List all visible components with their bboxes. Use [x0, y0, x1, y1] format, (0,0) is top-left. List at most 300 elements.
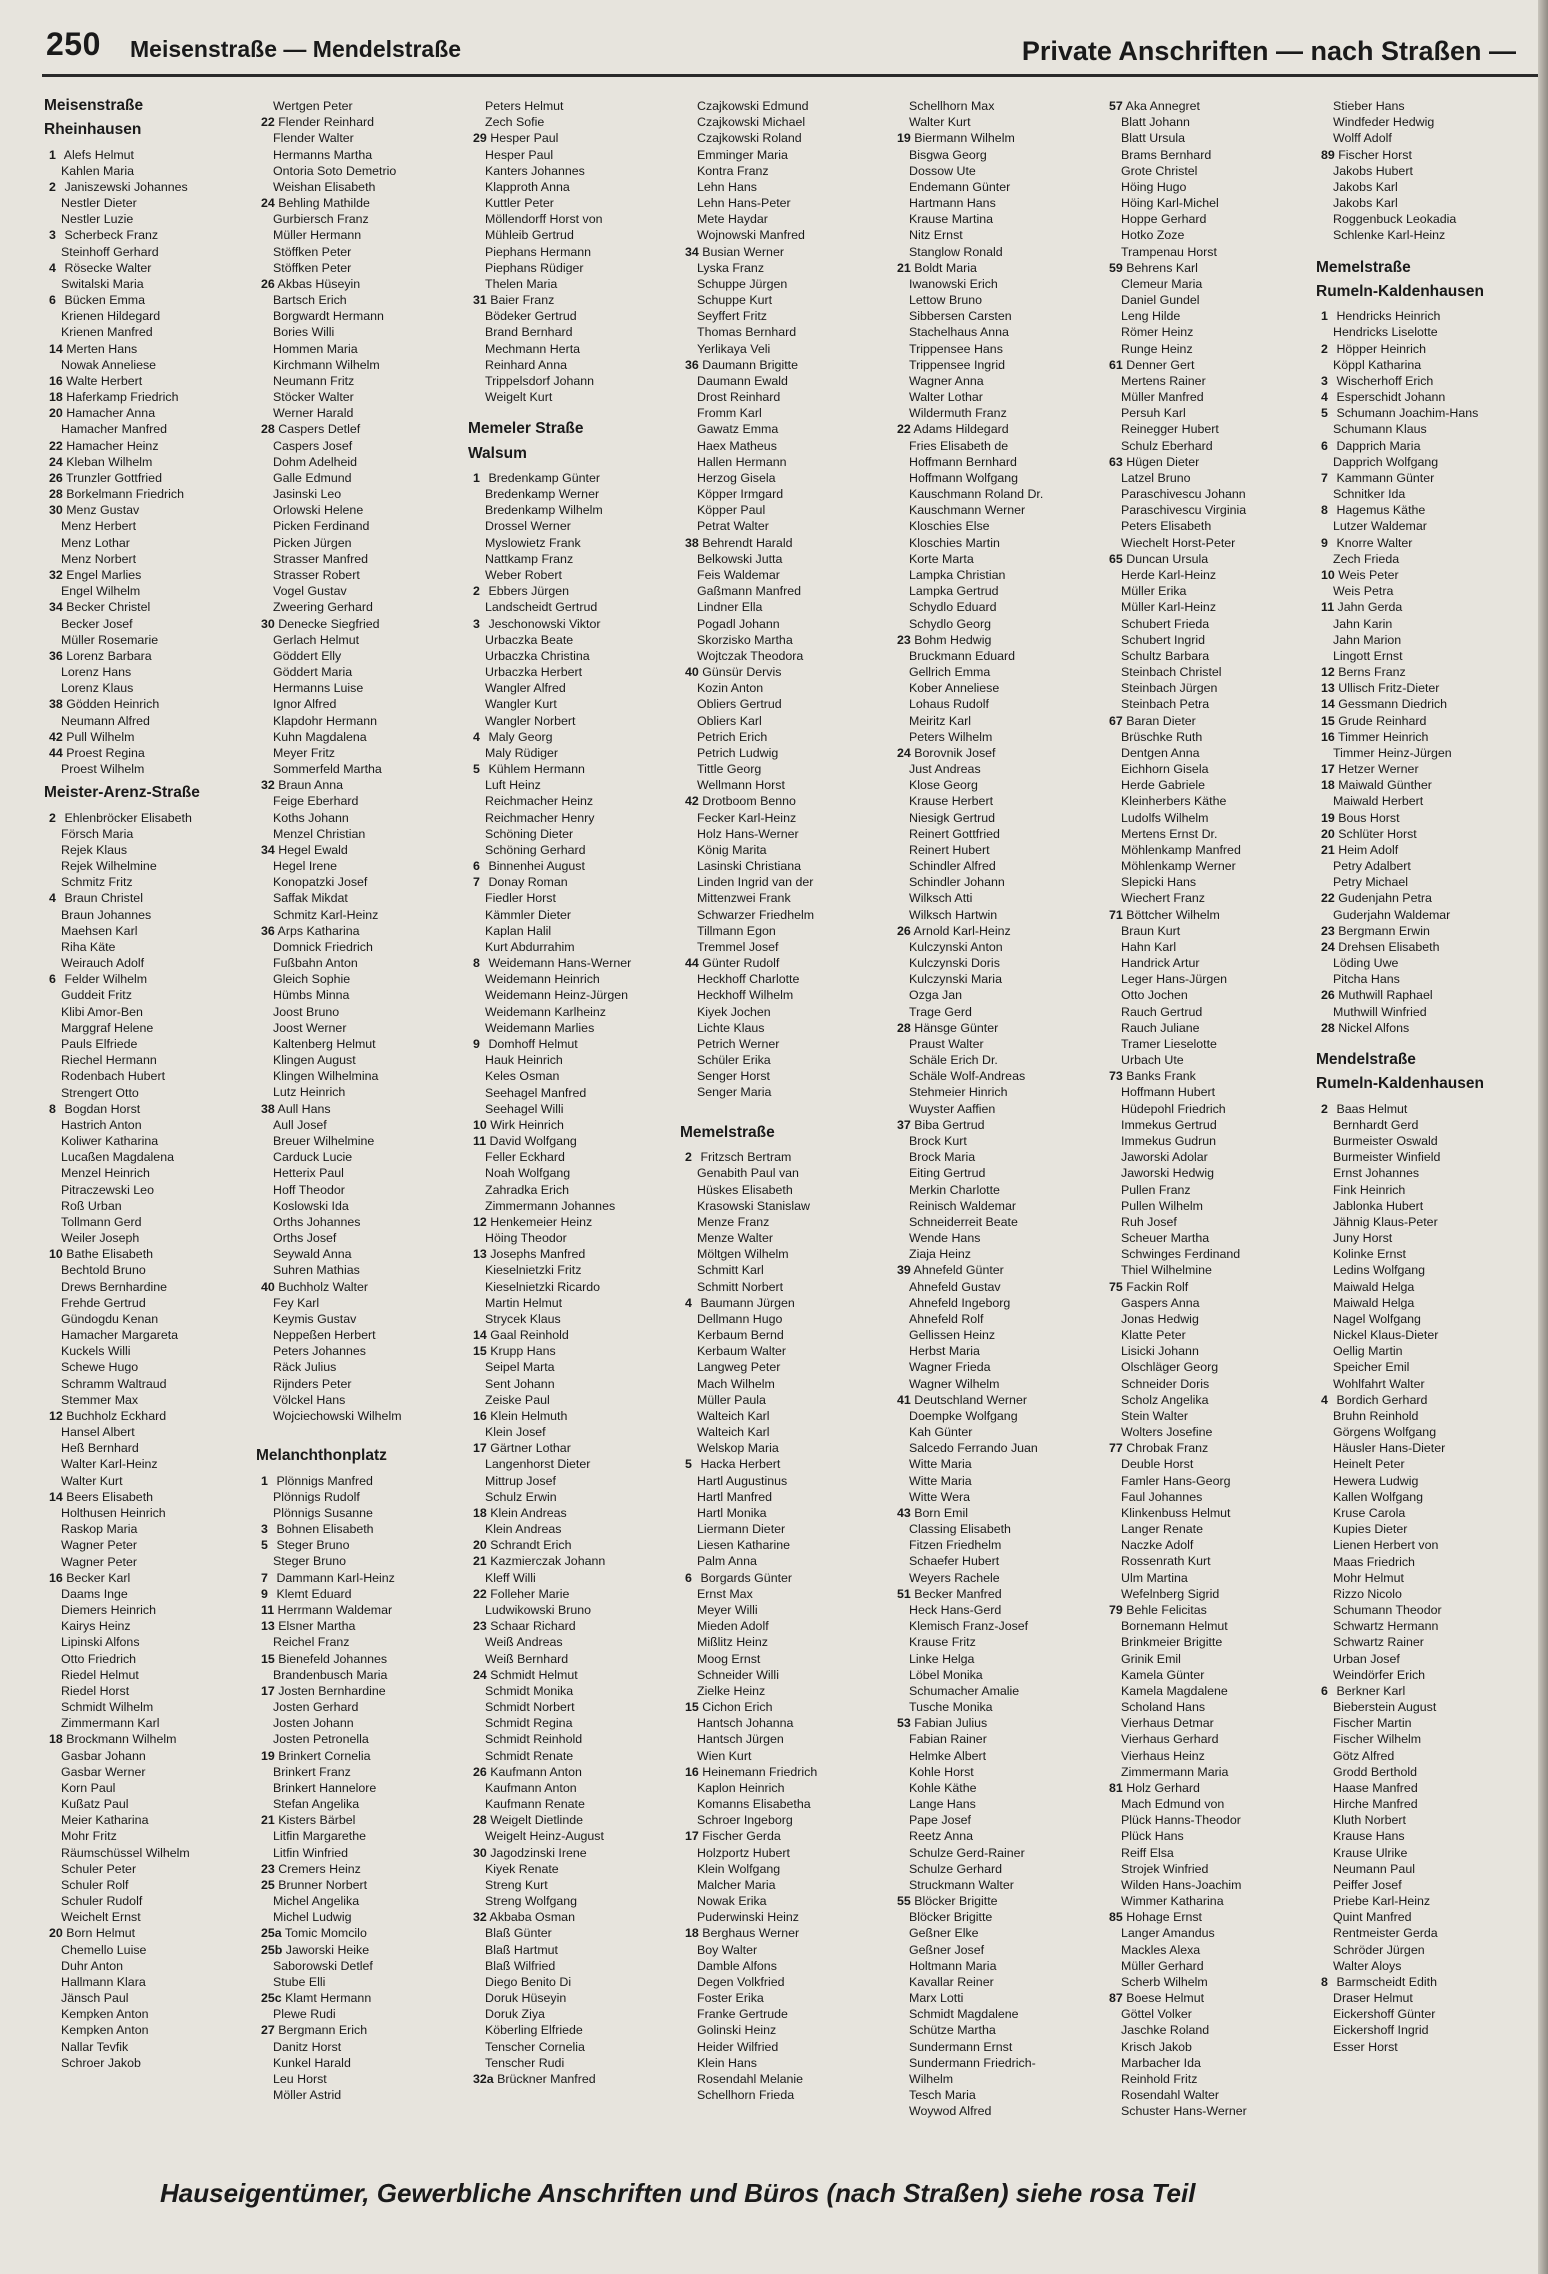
resident-name: Schramm Waltraud: [61, 1376, 167, 1391]
resident-name: Kühlem Hermann: [485, 762, 585, 777]
resident-name: Breuer Wilhelmine: [273, 1134, 375, 1148]
resident-name: Schydlo Georg: [909, 616, 991, 631]
resident-name: Lyska Franz: [697, 260, 765, 275]
resident-name: Paraschivescu Johann: [1121, 487, 1246, 502]
resident-name: Vogel Gustav: [273, 584, 347, 599]
resident-name: Urbaczka Herbert: [485, 665, 583, 680]
resident-name: Woywod Alfred: [909, 2104, 992, 2119]
resident-name: Clemeur Maria: [1121, 276, 1203, 291]
column-gap: [1316, 1036, 1530, 1052]
section-title: Private Anschriften — nach Straßen —: [1021, 36, 1516, 66]
resident-name: Schubert Ingrid: [1121, 632, 1206, 647]
house-entry: [1104, 1068, 1318, 1084]
house-number: 7: [261, 1570, 268, 1585]
resident-name: Köpper Paul: [697, 503, 766, 518]
resident-name: Wojciechowski Wilhelm: [273, 1408, 402, 1423]
resident-name: Löding Uwe: [1333, 956, 1399, 971]
house-number: 4: [49, 891, 56, 906]
house-number: 17: [1321, 762, 1335, 777]
resident-name: Häusler Hans-Dieter: [1333, 1441, 1446, 1456]
resident-name: Klein Helmuth: [486, 1408, 568, 1423]
resident-name: Günter Rudolf: [698, 956, 780, 971]
resident-name: Hallen Hermann: [697, 454, 787, 469]
resident-name: Wiechelt Horst-Peter: [1121, 535, 1236, 550]
house-entry: [1316, 438, 1530, 454]
resident-name: Mohr Helmut: [1333, 1570, 1404, 1585]
resident-name: Chrobak Franz: [1122, 1441, 1209, 1456]
resident-name: Jonas Hedwig: [1121, 1311, 1199, 1326]
house-number: 53: [897, 1716, 911, 1731]
resident-name: Riha Käte: [61, 939, 116, 954]
resident-name: Heckhoff Charlotte: [697, 972, 800, 987]
resident-name: Kieselnietzki Ricardo: [485, 1279, 601, 1294]
house-entry: [1316, 777, 1530, 793]
resident-name: Bieberstein August: [1333, 1700, 1437, 1715]
house-entry: [1104, 1602, 1318, 1618]
resident-name: Kairys Heinz: [61, 1619, 131, 1634]
resident-name: Kußatz Paul: [61, 1797, 129, 1812]
resident-name: Urbaczka Christina: [485, 648, 590, 663]
house-number: 63: [1109, 454, 1123, 469]
house-entry: [1316, 810, 1530, 826]
resident-name: Menze Franz: [697, 1214, 770, 1229]
resident-name: Berghaus Werner: [698, 1926, 800, 1941]
resident-name: Rizzo Nicolo: [1333, 1586, 1402, 1601]
resident-name: Kluth Norbert: [1333, 1813, 1407, 1828]
resident-name: Burmeister Oswald: [1333, 1134, 1438, 1149]
resident-name: Hirche Manfred: [1333, 1797, 1418, 1812]
resident-name: Weber Robert: [485, 568, 562, 582]
resident-name: Klein Andreas: [485, 1522, 562, 1537]
house-entry: [1104, 454, 1318, 470]
resident-name: Wagner Wilhelm: [909, 1376, 1000, 1391]
resident-name: Kammann Günter: [1333, 470, 1435, 485]
house-entry: [1316, 470, 1530, 486]
resident-name: Ehlenbröcker Elisabeth: [61, 810, 192, 825]
house-entry: [256, 1602, 470, 1618]
resident-name: Fecker Karl-Heinz: [697, 810, 797, 825]
house-number: 43: [897, 1505, 911, 1520]
house-entry: [892, 1020, 1106, 1036]
resident-name: Czajkowski Michael: [697, 115, 806, 130]
house-entry: [44, 486, 258, 502]
resident-name: Behling Mathilde: [274, 196, 370, 211]
street-heading: Memelstraße: [680, 1123, 775, 1141]
resident-name: Hendricks Liselotte: [1333, 325, 1438, 340]
resident-name: Schellhorn Frieda: [697, 2088, 795, 2103]
house-entry: [892, 421, 1106, 437]
house-number: 8: [473, 956, 480, 971]
resident-name: Boy Walter: [697, 1942, 758, 1957]
resident-name: Krienen Manfred: [61, 325, 153, 340]
resident-name: Lorenz Barbara: [62, 648, 152, 663]
house-number: 77: [1109, 1441, 1123, 1456]
resident-name: Walter Kurt: [909, 115, 971, 130]
resident-name: Bathe Elisabeth: [62, 1247, 154, 1262]
resident-name: Drost Reinhard: [697, 390, 781, 405]
resident-name: Reinert Hubert: [909, 842, 990, 857]
resident-name: Wirk Heinrich: [486, 1117, 564, 1132]
resident-name: Rosendahl Walter: [1121, 2088, 1220, 2103]
house-number: 87: [1109, 1991, 1123, 2006]
resident-name: Seipel Marta: [485, 1360, 555, 1375]
resident-name: Gaal Reinhold: [486, 1328, 569, 1343]
resident-name: Krasowski Stanislaw: [697, 1198, 810, 1213]
resident-name: Kuttler Peter: [485, 196, 554, 211]
house-entry: [468, 470, 682, 486]
resident-name: Adams Hildegard: [910, 422, 1009, 437]
resident-name: Marggraf Helene: [61, 1020, 154, 1035]
resident-name: Schindler Alfred: [909, 859, 996, 874]
house-number: 44: [685, 956, 699, 971]
house-number: 24: [1321, 939, 1335, 954]
resident-name: Mach Edmund von: [1121, 1797, 1225, 1812]
resident-name: Hauk Heinrich: [485, 1053, 563, 1068]
resident-name: Wertgen Peter: [273, 99, 353, 113]
resident-name: Kleinherbers Käthe: [1121, 794, 1227, 809]
resident-name: Steger Bruno: [273, 1538, 350, 1553]
house-entry: [256, 195, 470, 211]
resident-name: Joost Werner: [273, 1020, 347, 1035]
resident-name: Koliwer Katharina: [61, 1134, 159, 1149]
house-number: 75: [1109, 1279, 1123, 1294]
resident-name: Kisters Bärbel: [274, 1813, 356, 1828]
resident-name: Brock Kurt: [909, 1134, 967, 1148]
resident-name: Rösecke Walter: [61, 260, 152, 275]
resident-name: Timmer Heinrich: [1334, 729, 1429, 744]
resident-name: Scherbeck Franz: [61, 228, 159, 243]
house-number: 7: [1321, 470, 1328, 485]
house-entry: [44, 1246, 258, 1262]
resident-name: Maas Friedrich: [1333, 1554, 1415, 1569]
resident-name: Praust Walter: [909, 1036, 984, 1051]
resident-name: Langer Renate: [1121, 1522, 1203, 1537]
directory-columns: [44, 98, 1514, 2148]
resident-name: Lindner Ella: [697, 600, 763, 615]
street-heading: Meister-Arenz-Straße: [44, 784, 200, 802]
house-number: 12: [473, 1214, 487, 1229]
house-number: 18: [49, 390, 63, 405]
resident-name: Weidemann Heinrich: [485, 972, 600, 987]
resident-name: Hommen Maria: [273, 341, 358, 356]
resident-name: Proest Regina: [62, 745, 145, 760]
house-number: 24: [261, 196, 275, 211]
resident-name: Kupies Dieter: [1333, 1522, 1408, 1537]
house-number: 30: [49, 503, 63, 518]
resident-name: Höpper Heinrich: [1333, 341, 1426, 356]
house-entry: [44, 1101, 258, 1117]
resident-name: Dentgen Anna: [1121, 745, 1200, 760]
resident-name: Zimmermann Karl: [61, 1716, 160, 1731]
resident-name: Nallar Tevfik: [61, 2039, 129, 2054]
resident-name: Josten Bernhardine: [274, 1683, 386, 1698]
resident-name: Schmitt Karl: [697, 1263, 764, 1278]
resident-name: Holzportz Hubert: [697, 1845, 790, 1860]
resident-name: Gaßmann Manfred: [697, 584, 801, 599]
house-entry: [468, 1214, 682, 1230]
resident-name: Riedel Horst: [61, 1683, 130, 1698]
resident-name: Zielke Heinz: [697, 1683, 766, 1698]
resident-name: Schmidt Norbert: [485, 1700, 575, 1715]
resident-name: Hartl Augustinus: [697, 1473, 788, 1488]
resident-name: Försch Maria: [61, 826, 134, 841]
resident-name: Menze Walter: [697, 1231, 773, 1246]
resident-name: Janiszewski Johannes: [61, 179, 188, 194]
resident-name: Schellhorn Max: [909, 99, 995, 113]
house-number: 15: [261, 1651, 275, 1666]
resident-name: Orlowski Helene: [273, 503, 364, 518]
resident-name: Stehmeier Hinrich: [909, 1085, 1008, 1100]
resident-name: Ahnefeld Rolf: [909, 1311, 984, 1326]
resident-name: Baier Franz: [486, 293, 555, 308]
resident-name: Palm Anna: [697, 1554, 757, 1569]
resident-name: Quint Manfred: [1333, 1910, 1412, 1925]
resident-name: Petry Michael: [1333, 875, 1409, 890]
resident-name: Elsner Martha: [274, 1619, 356, 1634]
resident-name: Piephans Rüdiger: [485, 260, 584, 275]
resident-name: Kober Anneliese: [909, 681, 1000, 696]
resident-name: Zimmermann Johannes: [485, 1198, 616, 1213]
resident-name: Schumann Joachim-Hans: [1333, 406, 1479, 421]
resident-name: Jähnig Klaus-Peter: [1333, 1214, 1438, 1229]
resident-name: Mittrup Josef: [485, 1473, 556, 1488]
resident-name: Krause Martina: [909, 212, 994, 227]
resident-name: Kamela Günter: [1121, 1667, 1205, 1682]
resident-name: Jakobs Hubert: [1333, 163, 1413, 178]
resident-name: Schütze Martha: [909, 2023, 996, 2038]
resident-name: Gleich Sophie: [273, 972, 351, 987]
resident-name: Baumann Jürgen: [697, 1295, 795, 1310]
house-entry: [256, 1570, 470, 1586]
house-number: 10: [1321, 568, 1335, 582]
resident-name: Schlenke Karl-Heinz: [1333, 228, 1446, 243]
house-number: 2: [685, 1150, 692, 1165]
house-entry: [892, 1893, 1106, 1909]
resident-name: Hetzer Werner: [1334, 762, 1419, 777]
house-entry: [892, 632, 1106, 648]
resident-name: Eiting Gertrud: [909, 1166, 986, 1181]
resident-name: Pogadl Johann: [697, 616, 780, 631]
resident-name: Schmidt Reinhold: [485, 1732, 583, 1747]
house-number: 11: [261, 1603, 275, 1617]
house-number: 5: [473, 762, 480, 777]
resident-name: Fischer Gerda: [698, 1829, 781, 1844]
resident-name: Peters Wilhelm: [909, 729, 993, 744]
resident-name: Schmidt Monika: [485, 1683, 574, 1698]
resident-name: Schroer Ingeborg: [697, 1813, 793, 1828]
house-entry: [256, 842, 470, 858]
resident-name: Hesper Paul: [486, 131, 559, 146]
house-number: 18: [49, 1732, 63, 1747]
house-number: 22: [473, 1586, 487, 1601]
resident-name: Immekus Gertrud: [1121, 1117, 1217, 1132]
resident-name: Hamacher Manfred: [61, 422, 168, 437]
house-number: 3: [1321, 373, 1328, 388]
resident-name: Martin Helmut: [485, 1295, 563, 1310]
resident-name: Ahnefeld Günter: [910, 1263, 1004, 1278]
resident-name: Michel Angelika: [273, 1894, 360, 1909]
house-entry: [1316, 939, 1530, 955]
resident-name: Hegel Irene: [273, 859, 338, 874]
house-entry: [468, 1667, 682, 1683]
house-number: 23: [261, 1861, 275, 1876]
resident-name: Gasbar Johann: [61, 1748, 146, 1763]
resident-name: Weidemann Heinz-Jürgen: [485, 988, 629, 1003]
house-number: 16: [685, 1764, 699, 1779]
house-number: 30: [473, 1845, 487, 1860]
resident-name: Schüler Erika: [697, 1053, 771, 1068]
resident-name: Kaufmann Anton: [485, 1780, 577, 1795]
resident-name: Dapprich Wolfgang: [1333, 454, 1439, 469]
house-number: 3: [473, 616, 480, 631]
resident-name: Tesch Maria: [909, 2088, 976, 2103]
resident-name: Trage Gerd: [909, 1004, 972, 1019]
house-entry: [44, 454, 258, 470]
directory-column-1: [44, 98, 258, 2148]
resident-name: Liesen Katharine: [697, 1538, 790, 1553]
resident-name: Thiel Wilhelmine: [1121, 1263, 1212, 1278]
house-entry: [468, 729, 682, 745]
resident-name: Fromm Karl: [697, 406, 762, 421]
resident-name: Mißlitz Heinz: [697, 1635, 768, 1650]
resident-name: Weichelt Ernst: [61, 1910, 141, 1925]
resident-name: Niesigk Gertrud: [909, 810, 996, 825]
resident-name: Herbst Maria: [909, 1344, 980, 1359]
house-entry: [44, 745, 258, 761]
resident-name: Schulze Gerhard: [909, 1861, 1002, 1876]
resident-name: Switalski Maria: [61, 276, 144, 291]
resident-name: Peters Elisabeth: [1121, 519, 1212, 534]
resident-name: Maiwald Helga: [1333, 1295, 1415, 1310]
resident-name: Jahn Gerda: [1334, 600, 1403, 615]
resident-name: Göddert Maria: [273, 665, 353, 680]
resident-name: Fey Karl: [273, 1295, 320, 1310]
house-number: 6: [1321, 438, 1328, 453]
resident-name: Braun Christel: [61, 891, 143, 906]
resident-name: Herzog Gisela: [697, 470, 776, 485]
house-entry: [892, 130, 1106, 146]
house-number: 28: [261, 422, 275, 437]
resident-name: Wohlfahrt Walter: [1333, 1376, 1425, 1391]
resident-name: Gaspers Anna: [1121, 1295, 1200, 1310]
resident-name: Gärtner Lothar: [486, 1441, 571, 1456]
resident-name: Schmitt Norbert: [697, 1279, 784, 1294]
house-entry: [1316, 389, 1530, 405]
resident-name: Haferkamp Friedrich: [62, 390, 179, 405]
street-heading: Meisenstraße: [44, 98, 144, 114]
resident-name: Herrmann Waldemar: [274, 1603, 393, 1617]
resident-name: Lampka Christian: [909, 567, 1006, 582]
resident-name: Schmidt Regina: [485, 1716, 573, 1731]
resident-name: Strengert Otto: [61, 1085, 139, 1100]
resident-name: Becker Karl: [62, 1570, 131, 1585]
house-number: 20: [49, 406, 63, 421]
resident-name: Borkelmann Friedrich: [62, 487, 184, 502]
resident-name: Chemello Luise: [61, 1942, 147, 1957]
resident-name: Komanns Elisabetha: [697, 1797, 811, 1812]
resident-name: Kruse Carola: [1333, 1505, 1406, 1520]
resident-name: Neumann Alfred: [61, 713, 150, 728]
house-number: 32a: [473, 2071, 494, 2086]
house-number: 65: [1109, 551, 1123, 566]
resident-name: Stemmer Max: [61, 1392, 139, 1407]
resident-name: Bogdan Horst: [61, 1101, 141, 1116]
house-entry: [256, 2022, 470, 2038]
resident-name: Reinhard Anna: [485, 357, 567, 372]
house-number: 2: [49, 810, 56, 825]
resident-name: Möller Astrid: [273, 2088, 342, 2103]
house-number: 10: [473, 1117, 487, 1132]
house-number: 55: [897, 1894, 911, 1909]
resident-name: Genabith Paul van: [697, 1166, 799, 1181]
resident-name: Braun Kurt: [1121, 923, 1181, 938]
resident-name: Dammann Karl-Heinz: [273, 1570, 395, 1585]
resident-name: Piephans Hermann: [485, 244, 592, 259]
resident-name: Schuster Hans-Werner: [1121, 2104, 1247, 2119]
resident-name: Stein Walter: [1121, 1408, 1189, 1423]
resident-name: Kempken Anton: [61, 2007, 149, 2022]
resident-name: Petry Adalbert: [1333, 859, 1411, 874]
resident-name: Eickershoff Günter: [1333, 2007, 1436, 2022]
house-entry: [256, 1877, 470, 1893]
resident-name: Maiwald Herbert: [1333, 794, 1424, 809]
resident-name: Kohle Horst: [909, 1764, 974, 1779]
resident-name: Tomic Momcilo: [281, 1926, 367, 1941]
resident-name: Stefan Angelika: [273, 1797, 360, 1812]
resident-name: Nowak Anneliese: [61, 357, 157, 372]
house-entry: [468, 955, 682, 971]
house-number: 89: [1321, 147, 1335, 162]
resident-name: Lutzer Waldemar: [1333, 519, 1427, 534]
resident-name: Köppl Katharina: [1333, 357, 1422, 372]
resident-name: Suhren Mathias: [273, 1263, 360, 1278]
resident-name: Seywald Anna: [273, 1247, 352, 1262]
resident-name: Hallmann Klara: [61, 1974, 146, 1989]
house-number: 16: [1321, 729, 1335, 744]
resident-name: Holz Hans-Werner: [697, 826, 799, 841]
resident-name: Myslowietz Frank: [485, 535, 581, 550]
resident-name: Schulze Gerd-Rainer: [909, 1845, 1025, 1860]
house-entry: [1316, 987, 1530, 1003]
resident-name: Schuppe Kurt: [697, 293, 773, 308]
house-number: 2: [473, 584, 480, 599]
house-entry: [468, 1133, 682, 1149]
house-number: 32: [261, 778, 275, 793]
resident-name: Mertens Rainer: [1121, 373, 1206, 388]
resident-name: Jaschke Roland: [1121, 2023, 1210, 2038]
resident-name: Schmitz Karl-Heinz: [273, 907, 379, 922]
house-number: 26: [897, 923, 911, 938]
resident-name: Boldt Maria: [910, 260, 977, 275]
resident-name: Doruk Hüseyin: [485, 1991, 567, 2006]
house-entry: [44, 729, 258, 745]
resident-name: Klein Andreas: [486, 1505, 567, 1520]
house-number: 31: [473, 293, 487, 308]
house-number: 16: [49, 373, 63, 388]
resident-name: Walteich Karl: [697, 1408, 770, 1423]
resident-name: Streng Wolfgang: [485, 1894, 578, 1909]
resident-name: Blaß Günter: [485, 1926, 552, 1941]
resident-name: Ahnefeld Gustav: [909, 1279, 1001, 1294]
house-number: 6: [49, 972, 56, 987]
resident-name: Duncan Ursula: [1122, 551, 1209, 566]
resident-name: Deuble Horst: [1121, 1457, 1194, 1472]
house-entry: [256, 276, 470, 292]
house-entry: [44, 890, 258, 906]
house-number: 27: [261, 2023, 275, 2038]
resident-name: Böttcher Wilhelm: [1122, 907, 1220, 922]
house-number: 36: [49, 648, 63, 663]
